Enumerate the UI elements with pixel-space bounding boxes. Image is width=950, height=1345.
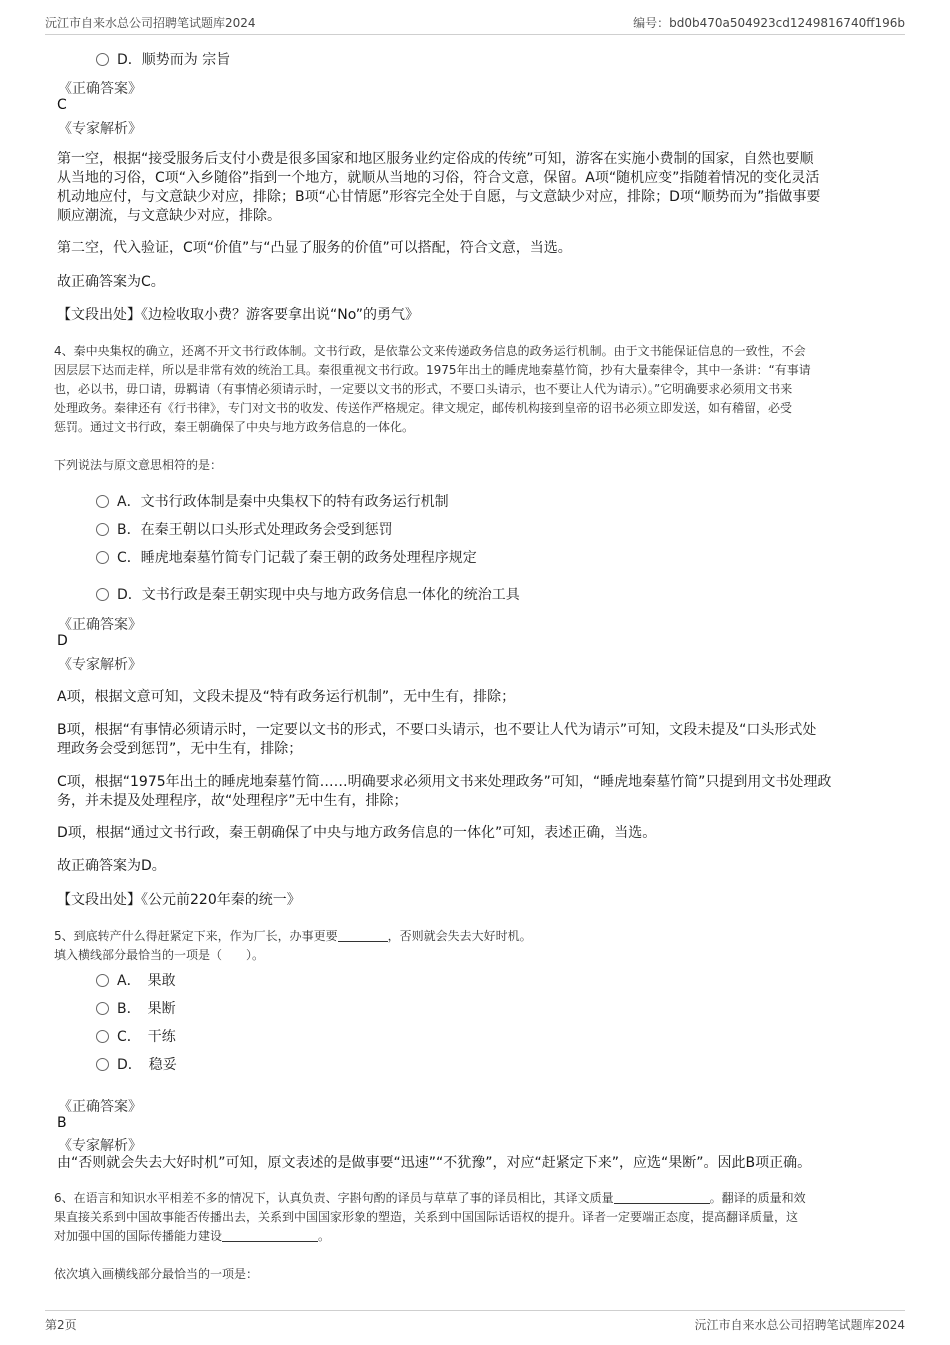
q4-analysis-label: 《专家解析》 bbox=[58, 657, 142, 673]
q5-option-c[interactable]: C． 干练 bbox=[96, 1026, 176, 1046]
q4-prompt: 下列说法与原文意思相符的是： bbox=[54, 458, 223, 472]
radio-icon[interactable] bbox=[96, 495, 109, 508]
page-footer bbox=[45, 1310, 905, 1335]
q3-source: 【文段出处】《边检收取小费？游客要拿出说“No”的勇气》 bbox=[57, 307, 420, 323]
radio-icon[interactable] bbox=[96, 523, 109, 536]
radio-icon[interactable] bbox=[96, 1002, 109, 1015]
header-code: 编号：bd0b470a504923cd1249816740ff196b bbox=[633, 16, 905, 30]
q5-prompt: 填入横线部分最恰当的一项是（ ）。 bbox=[54, 948, 265, 962]
q4-answer-label: 《正确答案》 bbox=[58, 617, 142, 633]
q5-answer: B bbox=[57, 1115, 67, 1131]
q4-analysis-c: C项，根据“1975年出土的睡虎地秦墓竹简……明确要求必须用文书来处理政务”可知，“睡虎地秦墓竹简”只提到用文书处理政 务，并未提及处理程序，故“处理程序”无中生有，排除； bbox=[57, 774, 832, 809]
q3-analysis-label: 《专家解析》 bbox=[58, 121, 142, 137]
q4-answer: D bbox=[57, 633, 68, 649]
q3-analysis-p2: 第二空，代入验证，C项“价值”与“凸显了服务的价值”可以搭配，符合文意，当选。 bbox=[57, 240, 572, 256]
q5-blank bbox=[338, 941, 388, 942]
radio-icon[interactable] bbox=[96, 974, 109, 987]
q3-analysis-p3: 故正确答案为C。 bbox=[57, 274, 165, 290]
radio-icon[interactable] bbox=[96, 551, 109, 564]
q5-text: 5、到底转产什么得赶紧定下来，作为厂长，办事更要 ，否则就会失去大好时机。 bbox=[54, 929, 532, 943]
q4-analysis-b: B项，根据“有事情必须请示时，一定要以文书的形式，不要口头请示，也不要让人代为请示”可知，文段未提及“口头形式处 理政务会受到惩罚”，无中生有，排除； bbox=[57, 722, 817, 757]
radio-icon[interactable] bbox=[96, 588, 109, 601]
q4-analysis-d: D项，根据“通过文书行政，秦王朝确保了中央与地方政务信息的一体化”可知，表述正确，当选。 bbox=[57, 825, 657, 841]
q5-answer-label: 《正确答案》 bbox=[58, 1099, 142, 1115]
q4-option-c[interactable]: C．睡虎地秦墓竹简专门记载了秦王朝的政务处理程序规定 bbox=[96, 547, 477, 567]
q4-option-a[interactable]: A．文书行政体制是秦中央集权下的特有政务运行机制 bbox=[96, 491, 449, 511]
radio-icon[interactable] bbox=[96, 53, 109, 66]
q5-option-a[interactable]: A． 果敢 bbox=[96, 970, 176, 990]
q5-analysis: 由“否则就会失去大好时机”可知，原文表述的是做事要“迅速”“不犹豫”，对应“赶紧定下来”，应选“果断”。因此B项正确。 bbox=[57, 1155, 812, 1171]
q6-text: 6、在语言和知识水平相差不多的情况下，认真负责、字斟句酌的译员与草草了事的译员相比，其译文质量 。翻译的质量和效 果直接关系到中国故事能否传播出去，关系到中国国家形象的塑造，关系到中国国际话语权的提升。译者一定要端正态度，提高翻译质量，这 对加强中国的国际传播能力建设 。 bbox=[54, 1191, 806, 1243]
q4-analysis-a: A项，根据文意可知，文段未提及“特有政务运行机制”，无中生有，排除； bbox=[57, 689, 516, 705]
footer-page-number: 第2页 bbox=[45, 1318, 77, 1332]
footer-title: 沅江市自来水总公司招聘笔试题库2024 bbox=[694, 1318, 905, 1332]
q3-answer-label: 《正确答案》 bbox=[58, 81, 142, 97]
radio-icon[interactable] bbox=[96, 1030, 109, 1043]
q4-source: 【文段出处】《公元前220年秦的统一》 bbox=[57, 892, 301, 908]
q6-blank-2 bbox=[222, 1241, 318, 1242]
q5-option-b[interactable]: B． 果断 bbox=[96, 998, 176, 1018]
q5-analysis-label: 《专家解析》 bbox=[58, 1138, 142, 1154]
q5-option-d[interactable]: D． 稳妥 bbox=[96, 1054, 177, 1074]
page-header bbox=[45, 12, 905, 35]
q4-option-d[interactable]: D．文书行政是秦王朝实现中央与地方政务信息一体化的统治工具 bbox=[96, 584, 520, 604]
q3-analysis-p1: 第一空，根据“接受服务后支付小费是很多国家和地区服务业约定俗成的传统”可知，游客在实施小费制的国家，自然也要顺 从当地的习俗，C项“入乡随俗”指到一个地方，就顺从当地的习俗，符合文意，保留。A项“随机应变”指随着情况的变化灵活 机动地应付，与文意缺少对应，排除；B项“心甘情愿”形容完全处于自愿，与文意缺少对应，排除；D项“顺势而为”指做事要 顺应潮流，与文意缺少对应，排除。 bbox=[57, 151, 821, 224]
q6-prompt: 依次填入画横线部分最恰当的一项是： bbox=[54, 1267, 259, 1281]
radio-icon[interactable] bbox=[96, 1058, 109, 1071]
q6-blank-1 bbox=[614, 1203, 710, 1204]
q4-text: 4、秦中央集权的确立，还离不开文书行政体制。文书行政，是依靠公文来传递政务信息的政务运行机制。由于文书能保证信息的一致性，不会 因层层下达而走样，所以是非常有效的统治工具。秦很重视文书行政。1975年出土的睡虎地秦墓竹简，抄有大量秦律令，其中一条讲：“有事请 也，必以书，毋口请，毋羁请（有事情必须请示时，一定要以文书的形式，不要口头请示，也不要让人代为请示）。”它明确要求必须用文书来 处理政务。秦律还有《行书律》，专门对文书的收发、传送作严格规定。律文规定，邮传机构接到皇帝的诏书必须立即发送，如有稽留，必受 惩罚。通过文书行政，秦王朝确保了中央与地方政务信息的一体化。 bbox=[54, 344, 811, 434]
q3-option-d[interactable]: D．顺势而为 宗旨 bbox=[96, 49, 230, 69]
q4-option-b[interactable]: B．在秦王朝以口头形式处理政务会受到惩罚 bbox=[96, 519, 393, 539]
q3-answer: C bbox=[57, 97, 67, 113]
q4-conclusion: 故正确答案为D。 bbox=[57, 858, 166, 874]
header-title: 沅江市自来水总公司招聘笔试题库2024 bbox=[45, 16, 256, 30]
